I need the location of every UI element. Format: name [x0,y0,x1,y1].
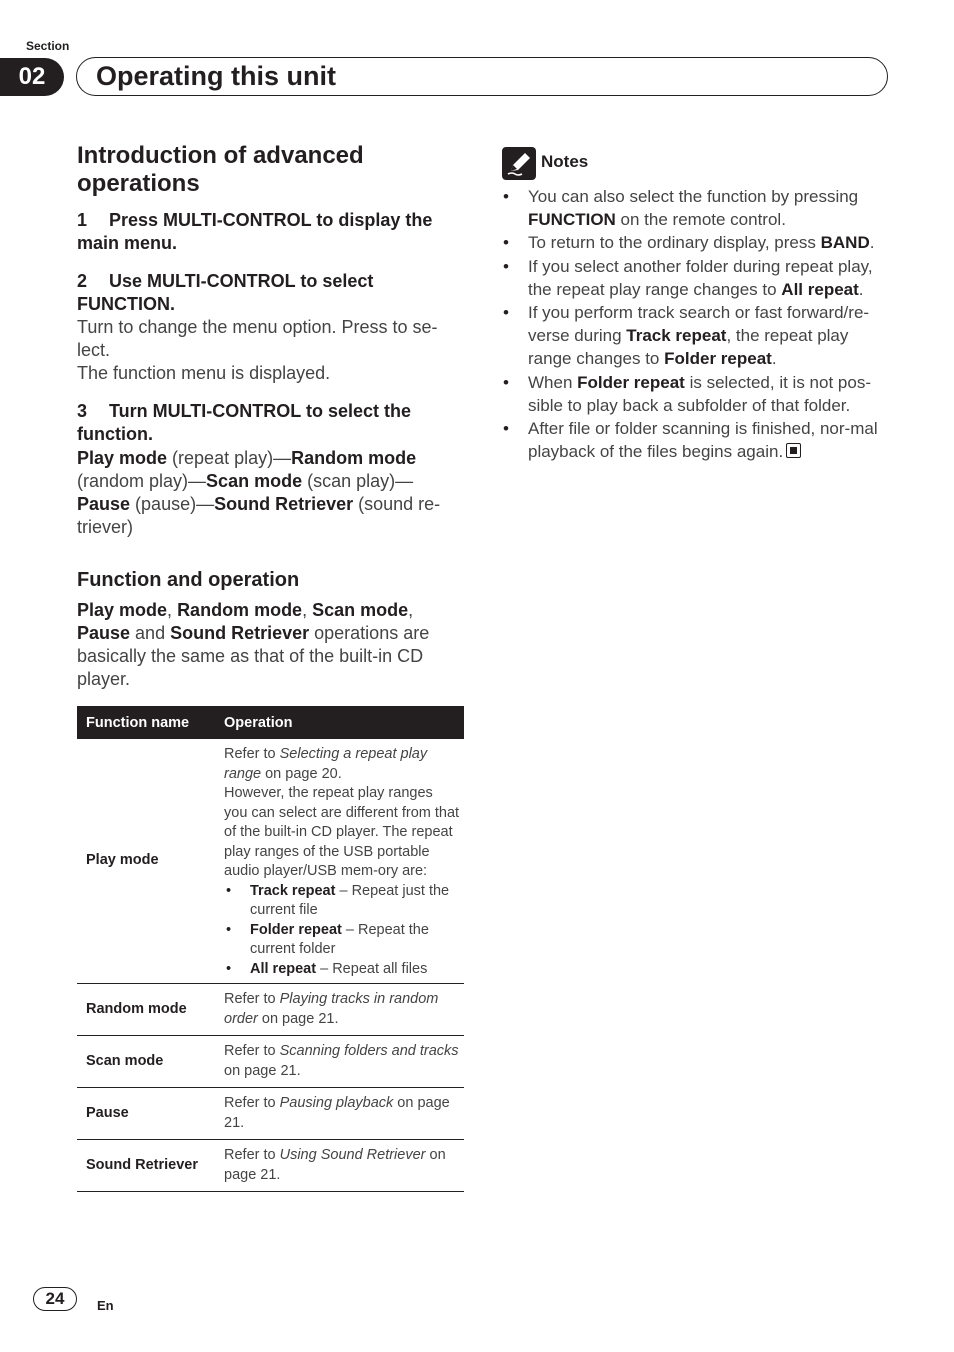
step-2-body-1: Turn to change the menu option. Press to se-lect. [77,317,438,360]
operation-cell: Refer to Using Sound Retriever on page 21. [215,1140,464,1192]
list-item: • When Folder repeat is selected, it is not pos-sible to play back a subfolder of that folder. [503,371,891,417]
step-number: 2 [77,271,88,291]
list-item: • If you select another folder during repeat play, the repeat play range changes to All repeat. [503,255,891,301]
end-mark-icon [786,443,801,458]
subsection-heading: Function and operation [77,569,300,591]
function-name: Scan mode [77,1036,215,1088]
step-text: Use MULTI-CONTROL to select FUNCTION. [77,271,374,314]
function-table [77,706,464,1192]
operation-cell: Refer to Pausing playback on page 21. [215,1088,464,1140]
step-1 [77,209,457,255]
operation-cell: Refer to Scanning folders and tracks on page 21. [215,1036,464,1088]
step-2 [77,270,457,316]
step-3 [77,400,457,446]
step-text: Press MULTI-CONTROL to display the main menu. [77,210,433,253]
step-number: 3 [77,401,88,421]
table-row [77,1036,464,1088]
step-2-body-2: The function menu is displayed. [77,363,331,383]
notes-title: Notes [541,152,589,171]
table-row [77,984,464,1036]
column-header: Function name [77,706,215,739]
table-header-row [77,706,464,739]
page-number: 24 [33,1287,77,1311]
operation-cell: Refer to Selecting a repeat play range on page 20. However, the repeat play ranges you can select are different from that of the built-in CD player. The repeat play ranges of the USB portable audio player/USB mem-ory are: • Track repeat – Repeat just the current file • Folder repeat – Repeat the current folder • All repeat – Repeat all files [215,739,464,984]
section-label: Section [26,39,70,53]
section-number: 02 [0,58,64,96]
function-name: Random mode [77,984,215,1036]
column-header: Operation [215,706,464,739]
list-item: • Folder repeat – Repeat the current folder [224,921,460,960]
function-name: Sound Retriever [77,1140,215,1192]
page-title: Operating this unit [96,61,336,91]
repeat-range-list [224,882,460,980]
section-heading: Introduction of advanced operations [77,142,364,197]
step-text: Turn MULTI-CONTROL to select the function. [77,401,411,444]
table-row [77,1088,464,1140]
list-item: • You can also select the function by pressing FUNCTION on the remote control. [503,185,891,231]
list-item: • After file or folder scanning is finished, nor-mal playback of the files begins again. [503,417,891,463]
list-item: • Track repeat – Repeat just the current file [224,882,460,921]
pencil-icon [502,147,536,180]
table-row [77,1140,464,1192]
function-name: Pause [77,1088,215,1140]
list-item: • All repeat – Repeat all files [224,960,460,980]
step-3-body: Play mode (repeat play)—Random mode (random play)—Scan mode (scan play)—Pause (pause)—Sound Retriever (sound re-triever) [77,448,441,537]
list-item: • To return to the ordinary display, press BAND. [503,231,891,254]
step-number: 1 [77,210,88,230]
operation-cell: Refer to Playing tracks in random order on page 21. [215,984,464,1036]
function-intro: Play mode, Random mode, Scan mode, Pause and Sound Retriever operations are basically the same as that of the built-in CD player. [77,600,430,689]
list-item: • If you perform track search or fast forward/re-verse during Track repeat, the repeat play range changes to Folder repeat. [503,301,891,371]
language-label: En [97,1298,114,1313]
notes-list [503,185,891,463]
function-name: Play mode [77,739,215,984]
table-row [77,739,464,984]
